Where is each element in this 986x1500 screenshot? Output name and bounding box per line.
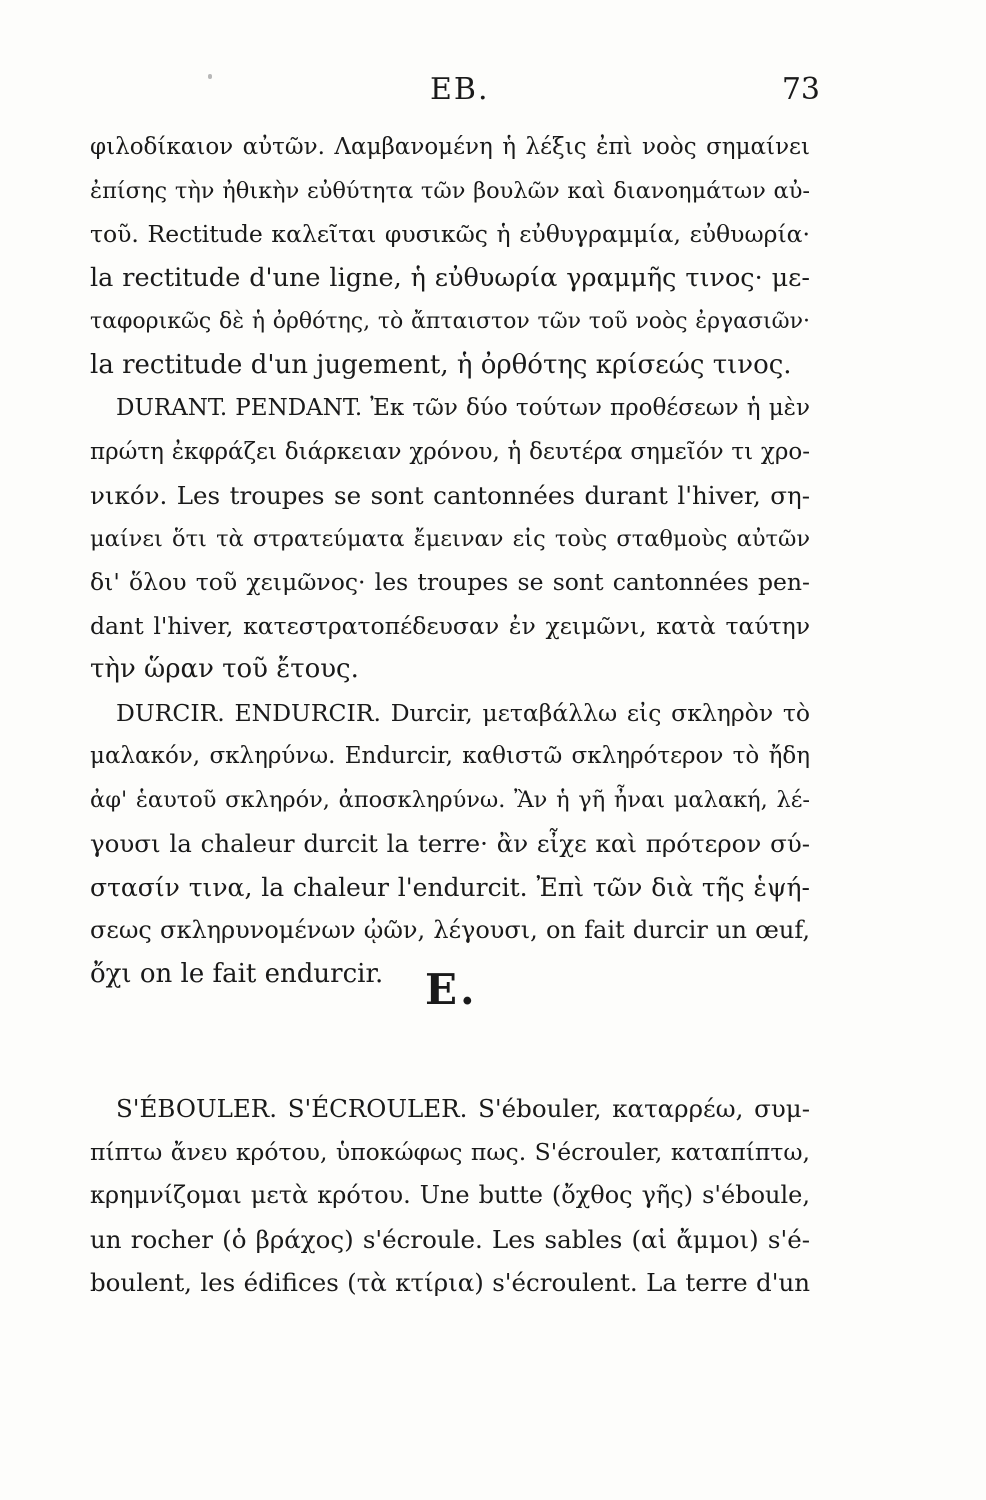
page-number: 73 xyxy=(781,72,820,107)
entry-heading-line: S'ÉBOULER. S'ÉCROULER. S'ébouler, καταρρέω, συμ- xyxy=(116,1094,810,1123)
running-head-title: EB. xyxy=(430,72,490,107)
text-line: δι' ὅλου τοῦ χειμῶνος· les troupes se sont cantonnées pen- xyxy=(90,568,810,596)
text-line: μαίνει ὅτι τὰ στρατεύματα ἔμειναν εἰς τοὺς σταθμοὺς αὐτῶν xyxy=(90,525,810,552)
text-line: νικόν. Les troupes se sont cantonnées durant l'hiver, ση- xyxy=(90,481,810,510)
text-line: ἐπίσης τὴν ἠθικὴν εὐθύτητα τῶν βουλῶν καὶ διανοημάτων αὐ- xyxy=(90,177,810,204)
text-block-ebouler xyxy=(90,1087,810,1305)
text-line: τὴν ὥραν τοῦ ἔτους. xyxy=(90,654,359,684)
text-line: πίπτω ἄνευ κρότου, ὑποκώφως πως. S'écrouler, καταπίπτω, xyxy=(90,1137,810,1166)
entry-heading-line: DURANT. PENDANT. Ἐκ τῶν δύο τούτων προθέσεων ἡ μὲν xyxy=(116,395,810,421)
text-line: στασίν τινα, la chaleur l'endurcit. Ἐπὶ τῶν διὰ τῆς ἑψή- xyxy=(90,872,810,902)
running-head xyxy=(90,72,820,112)
text-line: μαλακόν, σκληρύνω. Endurcir, καθιστῶ σκληρότερον τὸ ἤδη xyxy=(90,743,810,769)
text-line: un rocher (ὁ βράχος) s'écroule. Les sables (αἱ ἄμμοι) s'é- xyxy=(90,1224,810,1254)
text-line: dant l'hiver, κατεστρατοπέδευσαν ἐν χειμῶνι, κατὰ ταύτην xyxy=(90,611,810,640)
section-letter: E. xyxy=(425,965,478,1014)
text-line: ἀφ' ἑαυτοῦ σκληρόν, ἀποσκληρύνω. Ἂν ἡ γῆ ἦναι μαλακή, λέ- xyxy=(90,786,810,813)
text-line: σεως σκληρυνομένων ᾠῶν, λέγουσι, on fait durcir un œuf, xyxy=(90,916,810,944)
entry-heading-line: DURCIR. ENDURCIR. Durcir, μεταβάλλω εἰς σκληρὸν τὸ xyxy=(116,698,810,727)
text-line: la rectitude d'une ligne, ἡ εὐθυωρία γραμμῆς τινος· με- xyxy=(90,262,810,293)
text-line: ὄχι on le fait endurcir. xyxy=(90,958,384,989)
text-line: κρημνίζομαι μετὰ κρότου. Une butte (ὄχθος γῆς) s'éboule, xyxy=(90,1181,810,1209)
text-line: φιλοδίκαιον αὐτῶν. Λαμβανομένη ἡ λέξις ἐπὶ νοὸς σημαίνει xyxy=(90,134,810,160)
text-line: τοῦ. Rectitude καλεῖται φυσικῶς ἡ εὐθυγραμμία, εὐθυωρία· xyxy=(90,220,810,248)
text-block-durant-durcir xyxy=(90,126,810,996)
text-line: γουσι la chaleur durcit la terre· ἂν εἶχε καὶ πρότερον σύ- xyxy=(90,829,810,858)
text-line: πρώτη ἐκφράζει διάρκειαν χρόνου, ἡ δευτέρα σημεῖόν τι χρο- xyxy=(90,438,810,465)
ink-speck xyxy=(208,74,212,79)
text-line: la rectitude d'un jugement, ἡ ὀρθότης κρίσεώς τινος. xyxy=(90,349,792,380)
text-line: boulent, les édifices (τὰ κτίρια) s'écroulent. La terre d'un xyxy=(90,1268,810,1297)
text-line: ταφορικῶς δὲ ἡ ὀρθότης, τὸ ἄπταιστον τῶν τοῦ νοὸς ἐργασιῶν· xyxy=(90,309,810,334)
